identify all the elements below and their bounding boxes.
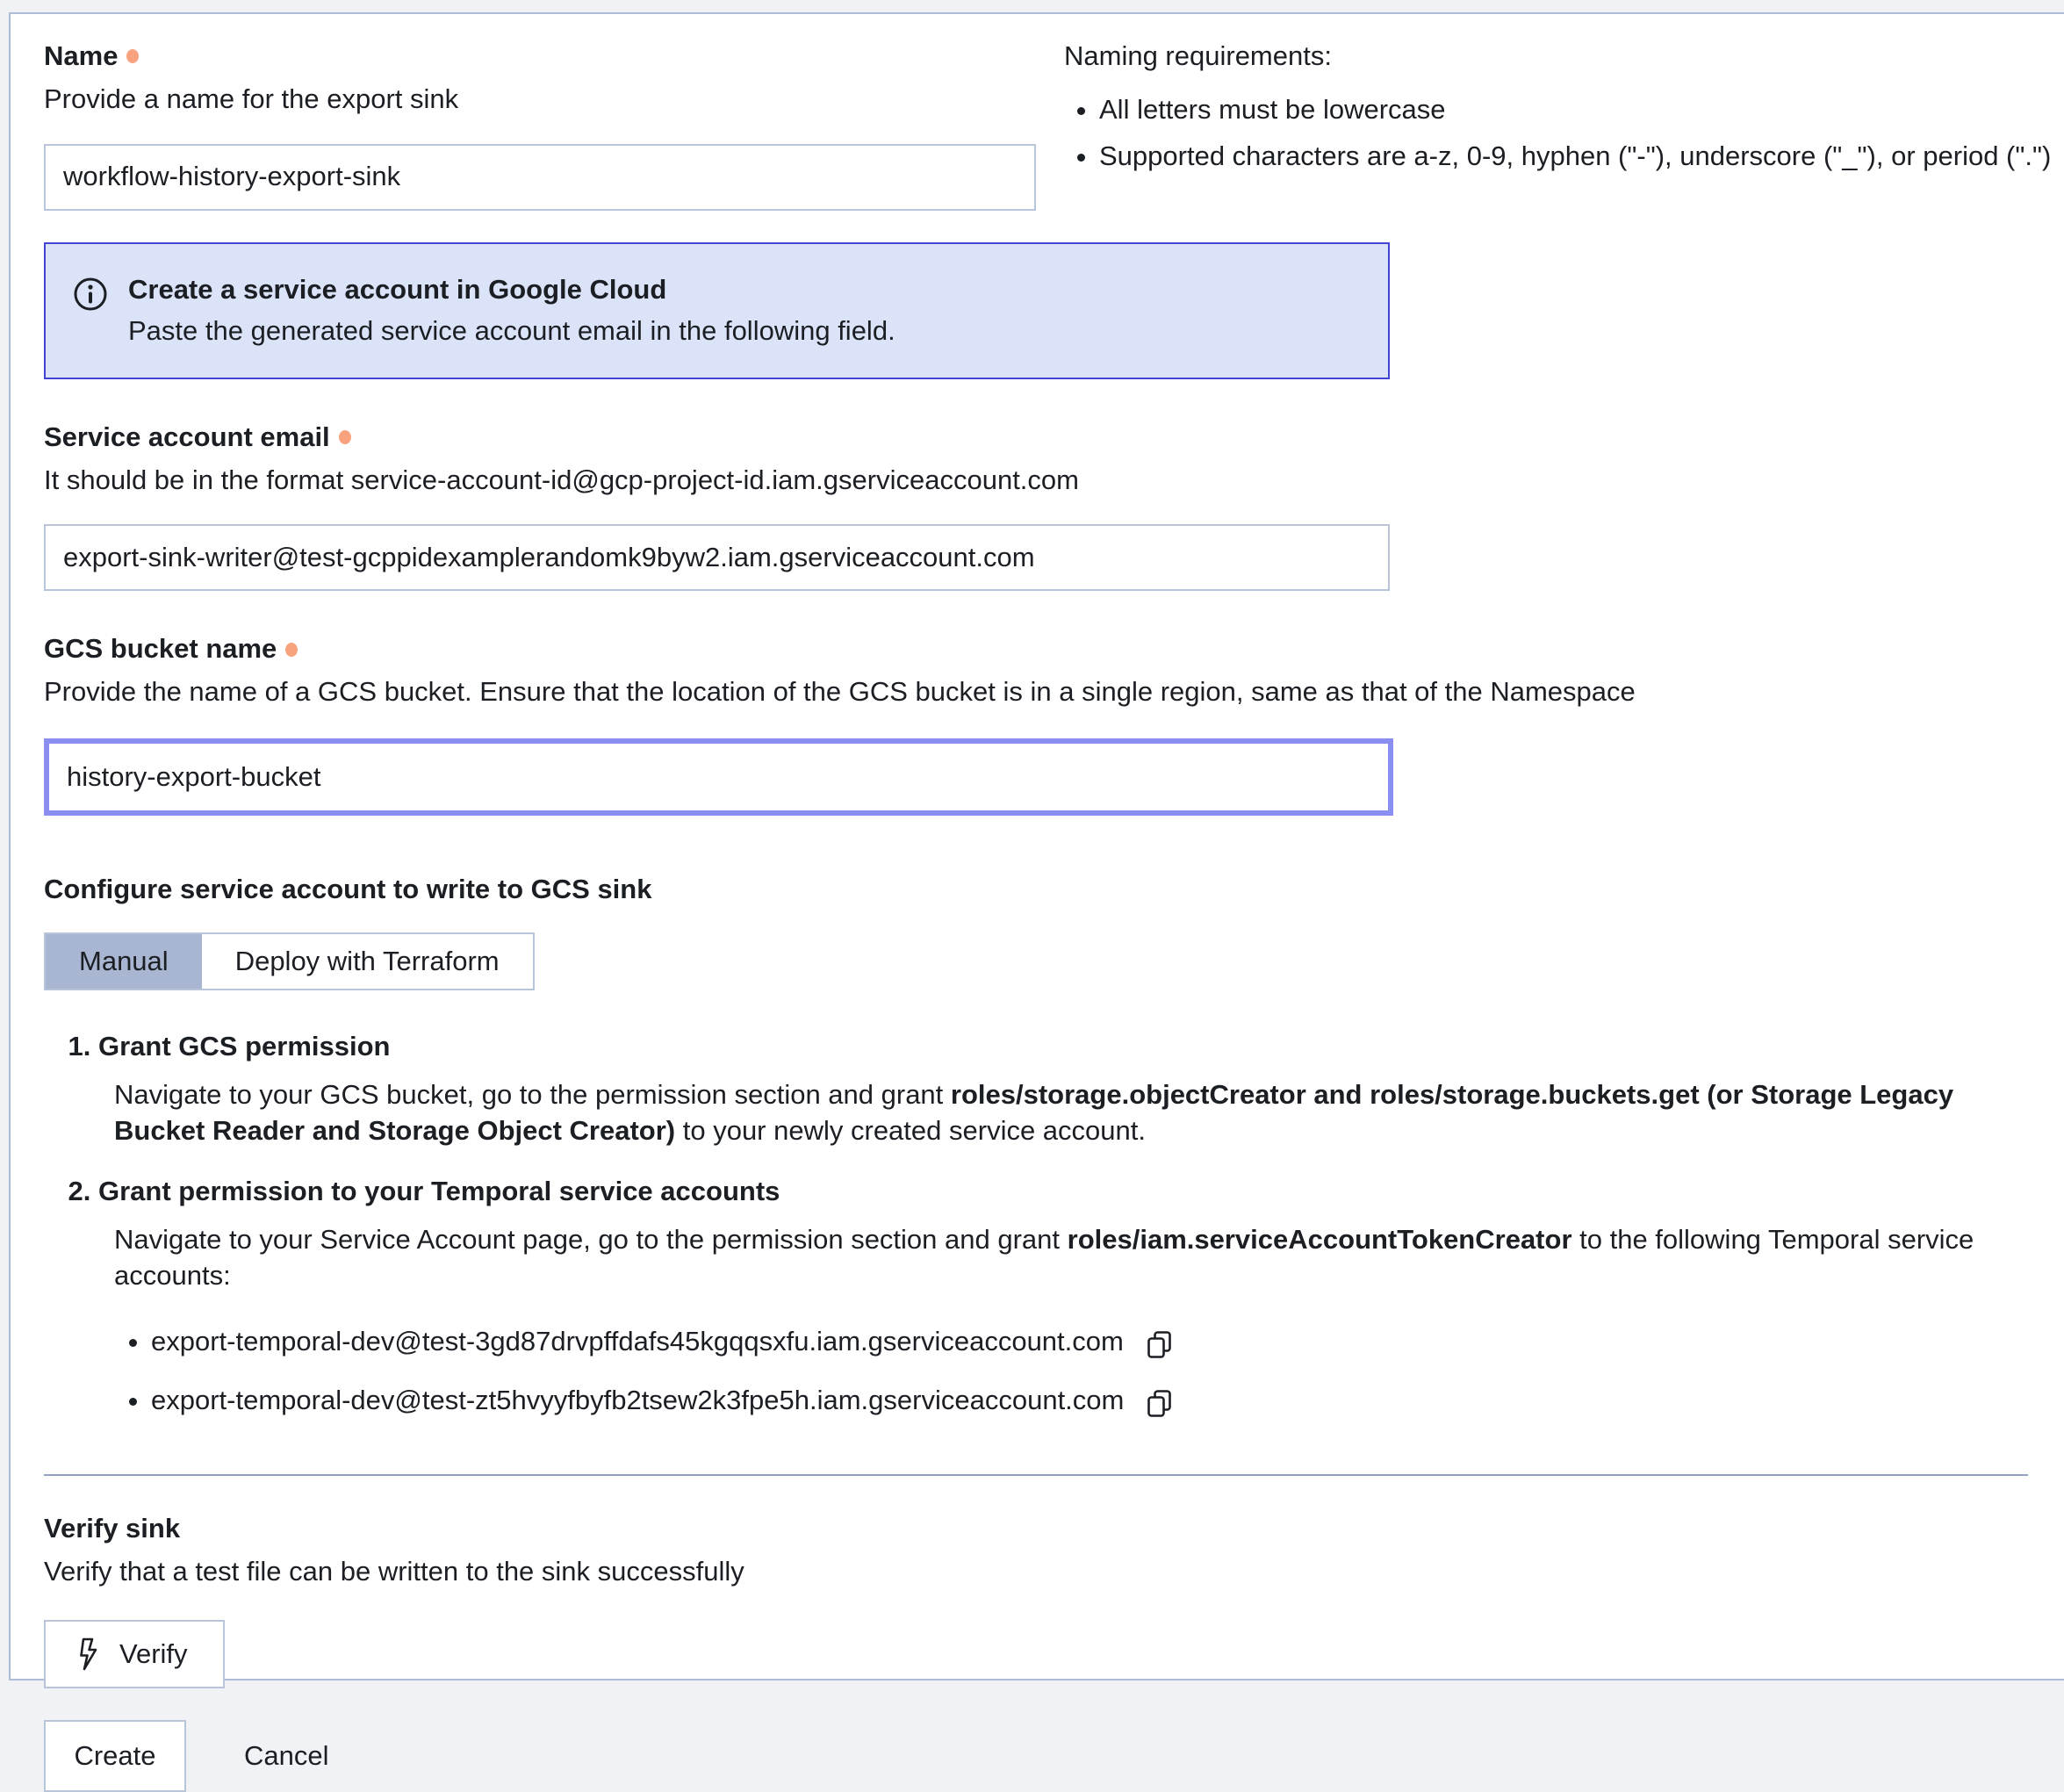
bucket-label: [44, 631, 2037, 667]
step-grant-gcs-permission: [98, 1029, 2037, 1149]
service-account-input-value: export-sink-writer@test-gcppidexamplerandomk9byw2.iam.gserviceaccount.com: [63, 541, 1035, 572]
step-body-text: Navigate to your Service Account page, go to the permission section and grant: [114, 1223, 1068, 1255]
configure-tabs: [44, 932, 535, 990]
info-banner-text: [128, 272, 895, 349]
naming-requirements: [1064, 39, 2052, 211]
bucket-field-group: [44, 631, 2037, 816]
required-dot: [126, 49, 139, 63]
step-title: Grant GCS permission: [98, 1031, 391, 1062]
info-banner: [44, 242, 1390, 379]
name-input-value: workflow-history-export-sink: [63, 161, 401, 192]
step-body-text: to the following Temporal service accounts:: [114, 1223, 1974, 1291]
configure-steps: [44, 1029, 2037, 1293]
service-account-email: • export-temporal-dev@test-3gd87drvpffdafs45kgqqsxfu.iam.gserviceaccount.com: [151, 1325, 1124, 1357]
tab-manual[interactable]: Manual: [46, 934, 202, 989]
copy-icon[interactable]: [1145, 1329, 1175, 1359]
bucket-input-value: history-export-bucket: [67, 760, 321, 792]
bucket-description: Provide the name of a GCS bucket. Ensure that the location of the GCS bucket is in a single region, same as that of the Namespace: [44, 676, 1636, 708]
service-account-label-text: Service account email: [44, 421, 330, 452]
service-account-item: [151, 1383, 2037, 1419]
service-account-item: [151, 1324, 2037, 1360]
step-body-text: to your newly created service account.: [675, 1114, 1146, 1146]
step-grant-temporal-permission: [98, 1174, 2037, 1294]
info-banner-description: Paste the generated service account email in the following field.: [128, 314, 895, 346]
step-body-text: Navigate to your GCS bucket, go to the permission section and grant: [114, 1079, 951, 1111]
naming-requirements-title: Naming requirements:: [1064, 40, 1332, 71]
name-label: [44, 39, 1036, 75]
bucket-label-text: GCS bucket name: [44, 633, 277, 665]
naming-requirement-item: • All letters must be lowercase: [1099, 92, 2037, 128]
naming-requirement-item: • Supported characters are a-z, 0-9, hyphen ("-"), underscore ("_"), or period ("."): [1099, 139, 2037, 175]
configure-section-title: Configure service account to write to GCS sink: [44, 874, 652, 905]
verify-button[interactable]: [44, 1620, 225, 1688]
name-row: [44, 39, 2052, 211]
section-divider: [44, 1474, 2028, 1476]
required-dot: [339, 430, 351, 444]
lightning-icon: [74, 1637, 104, 1672]
bucket-input[interactable]: [44, 738, 1393, 816]
step-body-bold: roles/iam.serviceAccountTokenCreator: [1067, 1223, 1572, 1255]
temporal-service-accounts-list: [44, 1324, 2037, 1419]
service-account-field-group: [44, 420, 2037, 592]
verify-sink-description: Verify that a test file can be written to the sink successfully: [44, 1556, 744, 1587]
name-description: Provide a name for the export sink: [44, 83, 459, 114]
verify-sink-title: Verify sink: [44, 1513, 181, 1544]
step-body: [114, 1222, 1984, 1294]
form-actions: [44, 1720, 2037, 1792]
copy-icon[interactable]: [1145, 1388, 1175, 1418]
name-input[interactable]: [44, 144, 1036, 211]
create-button[interactable]: Create: [44, 1720, 186, 1792]
info-banner-title: Create a service account in Google Cloud: [128, 273, 667, 305]
service-account-email: • export-temporal-dev@test-zt5hvyyfbyfb2tsew2k3fpe5h.iam.gserviceaccount.com: [151, 1384, 1125, 1415]
name-label-text: Name: [44, 40, 119, 71]
export-sink-form-panel: [9, 12, 2064, 1772]
tab-deploy-terraform[interactable]: Deploy with Terraform: [234, 945, 500, 976]
info-icon: [72, 276, 109, 349]
required-dot: [285, 643, 298, 657]
service-account-description: It should be in the format service-account-id@gcp-project-id.iam.gserviceaccount.com: [44, 464, 1079, 495]
step-title: Grant permission to your Temporal service accounts: [98, 1175, 780, 1206]
cancel-button[interactable]: Cancel: [244, 1740, 329, 1772]
step-body: [114, 1077, 1984, 1149]
name-field-group: [44, 39, 1036, 211]
step-body-bold: roles/storage.objectCreator and roles/storage.buckets.get (or Storage Legacy Bucket Reader and Storage Object Creator): [114, 1079, 1954, 1146]
verify-button-label: Verify: [119, 1638, 188, 1670]
service-account-label: [44, 420, 2037, 456]
service-account-input[interactable]: [44, 524, 1390, 591]
naming-requirements-list: [1064, 92, 2052, 175]
